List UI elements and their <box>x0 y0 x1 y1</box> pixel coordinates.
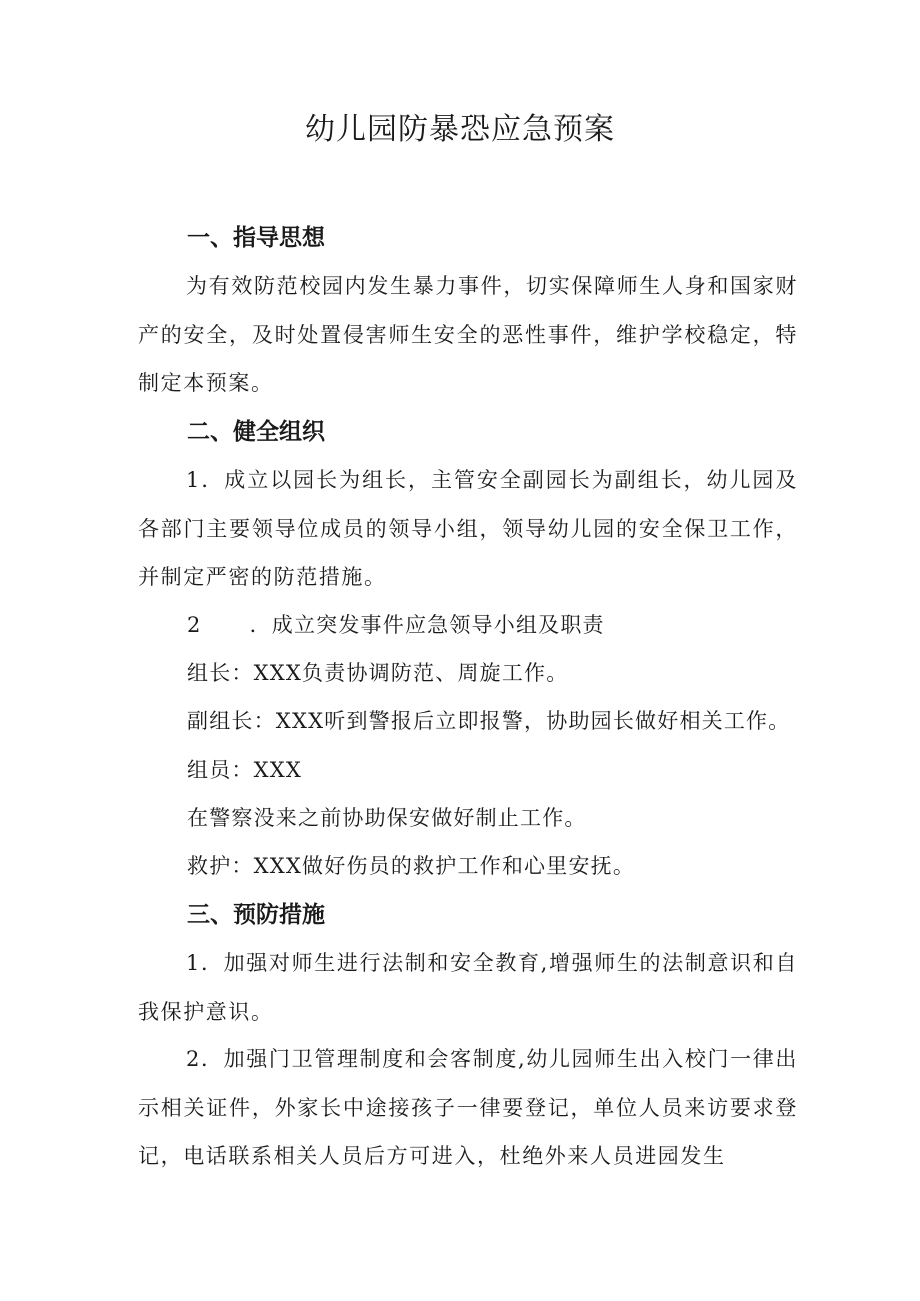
member-duty-line: 在警察没来之前协助保安做好制止工作。 <box>187 806 587 830</box>
item-number: 2 <box>187 613 202 637</box>
paragraph-organization-item-1: 1．成立以园长为组长，主管安全副园长为副组长，幼儿园及各部门主要领导位成员的领导小组，领导幼儿园的安全保卫工作，并制定严密的防范措施。 <box>138 468 798 589</box>
deputy-leader-line: 副组长：XXX听到警报后立即报警，协助园长做好相关工作。 <box>187 709 791 733</box>
paragraph-prevention-item-1: 1．加强对师生进行法制和安全教育,增强师生的法制意识和自我保护意识。 <box>138 951 798 1024</box>
document-title: 幼儿园防暴恐应急预案 <box>305 112 615 147</box>
paragraph-guiding-ideology: 为有效防范校园内发生暴力事件，切实保障师生人身和国家财产的安全，及时处置侵害师生安全的恶性事件，维护学校稳定，特制定本预案。 <box>138 274 798 395</box>
member-line: 组员：XXX <box>187 758 303 782</box>
rescue-line: 救护：XXX做好伤员的救护工作和心里安抚。 <box>187 854 636 878</box>
section-heading-organization: 二、健全组织 <box>187 419 325 445</box>
paragraph-prevention-item-2: 2．加强门卫管理制度和会客制度,幼儿园师生出入校门一律出示相关证件，外家长中途接孩子一律要登记，单位人员来访要求登记，电话联系相关人员后方可进入，杜绝外来人员进园发生 <box>138 1047 798 1168</box>
section-heading-guiding-ideology: 一、指导思想 <box>187 225 325 251</box>
organization-item-2 <box>187 608 605 642</box>
item-text: ．成立突发事件应急领导小组及职责 <box>249 613 605 637</box>
group-leader-line: 组长：XXX负责协调防范、周旋工作。 <box>187 661 569 685</box>
section-heading-prevention: 三、预防措施 <box>187 902 325 928</box>
